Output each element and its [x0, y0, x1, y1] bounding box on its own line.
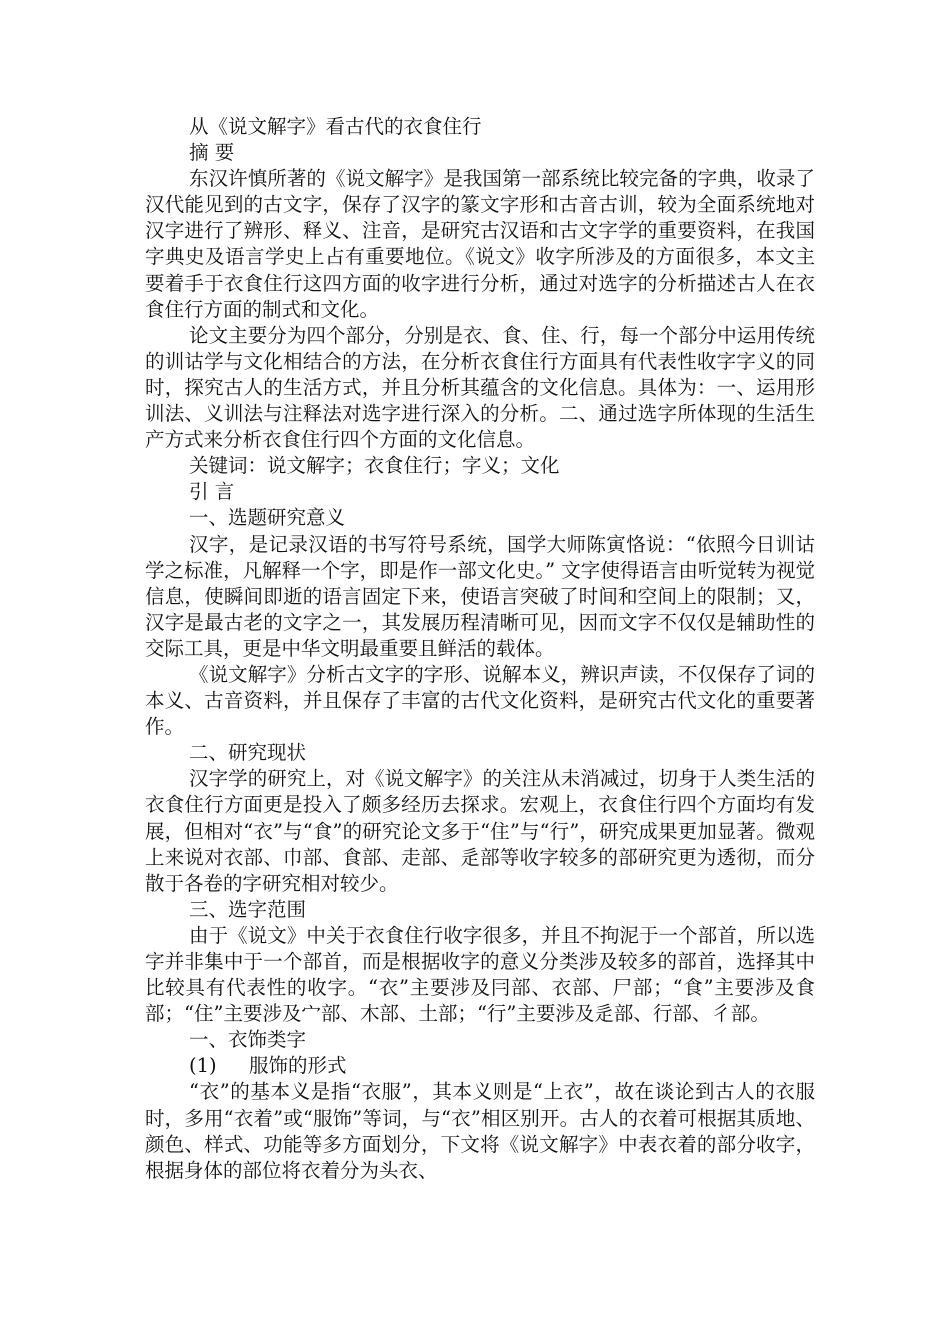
document-page — [145, 114, 815, 1184]
section-heading: 一、选题研究意义 — [189, 506, 346, 530]
section-heading: 三、选字范围 — [189, 897, 307, 921]
subsection-title: 服饰的形式 — [249, 1054, 347, 1078]
subsection-number: (1) — [189, 1054, 217, 1078]
abstract-heading: 摘 要 — [189, 141, 235, 165]
chapter-heading: 一、衣饰类字 — [189, 1028, 307, 1052]
body-paragraph: “衣”的基本义是指“衣服”，其本义则是“上衣”，故在谈论到古人的衣服时，多用“衣着”或“服饰”等词，与“衣”相区别开。古人的衣着可根据其质地、颜色、样式、功能等多方面划分，下文将《说文解字》中表衣着的部分收字，根据身体的部位将衣着分为头衣、 — [145, 1080, 815, 1182]
body-paragraph: 《说文解字》分析古文字的字形、说解本义，辨识声读，不仅保存了词的本义、古音资料，并且保存了丰富的古代文化资料，是研究古代文化的重要著作。 — [145, 662, 815, 739]
abstract-paragraph: 东汉许慎所著的《说文解字》是我国第一部系统比较完备的字典，收录了汉代能见到的古文字，保存了汉字的篆文字形和古音古训，较为全面系统地对汉字进行了辨形、释义、注音，是研究古汉语和古文字学的重要资料，在我国字典史及语言学史上占有重要地位。《说文》收字所涉及的方面很多，本文主要着手于衣食住行这四方面的收字进行分析，通过对选字的分析描述古人在衣食住行方面的制式和文化。 — [145, 167, 815, 321]
document-title: 从《说文解字》看古代的衣食住行 — [189, 115, 482, 138]
subsection-heading — [145, 1053, 815, 1079]
keywords: 关键词：说文解字；衣食住行；字义；文化 — [189, 454, 560, 478]
body-paragraph: 汉字学的研究上，对《说文解字》的关注从未消减过，切身于人类生活的衣食住行方面更是投入了颇多经历去探求。宏观上，衣食住行四个方面均有发展，但相对“衣”与“食”的研究论文多于“住”与“行”，研究成果更加显著。微观上来说对衣部、巾部、食部、走部、辵部等收字较多的部研究更为透彻，而分散于各卷的字研究相对较少。 — [145, 767, 815, 895]
section-heading: 二、研究现状 — [189, 741, 307, 765]
intro-heading: 引 言 — [189, 480, 235, 504]
body-paragraph: 汉字，是记录汉语的书写符号系统，国学大师陈寅恪说：“依照今日训诂学之标准，凡解释一个字，即是作一部文化史。” 文字使得语言由听觉转为视觉信息，使瞬间即逝的语言固定下来，使语言突破了时间和空间上的限制；又，汉字是最古老的文字之一，其发展历程清晰可见，因而文字不仅仅是辅助性的交际工具，更是中华文明最重要且鲜活的载体。 — [145, 532, 815, 660]
abstract-paragraph: 论文主要分为四个部分，分别是衣、食、住、行，每一个部分中运用传统的训诂学与文化相结合的方法，在分析衣食住行方面具有代表性收字字义的同时，探究古人的生活方式，并且分析其蕴含的文化信息。具体为：一、运用形训法、义训法与注释法对选字进行深入的分析。二、通过选字所体现的生活生产方式来分析衣食住行四个方面的文化信息。 — [145, 323, 815, 452]
body-paragraph: 由于《说文》中关于衣食住行收字很多，并且不拘泥于一个部首，所以选字并非集中于一个部首，而是根据收字的意义分类涉及较多的部首，选择其中比较具有代表性的收字。“衣”主要涉及冃部、衣部、尸部；“食”主要涉及食部；“住”主要涉及宀部、木部、土部；“行”主要涉及辵部、行部、彳部。 — [145, 923, 815, 1026]
